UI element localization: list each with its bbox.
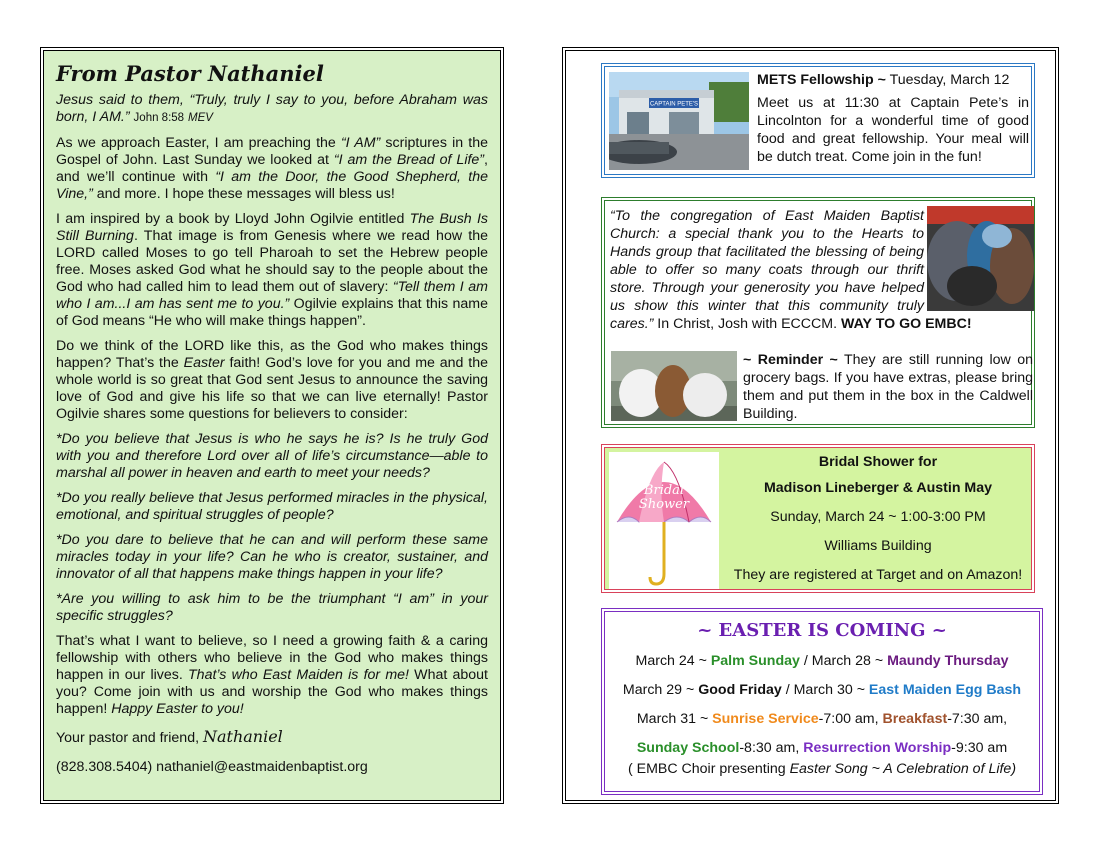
easter-row-2: March 29 ~ Good Friday / March 30 ~ East Maiden Egg Bash — [622, 682, 1022, 698]
contact-info: (828.308.5404) nathaniel@eastmaidenbaptist.org — [56, 759, 368, 775]
reminder-text: ~ Reminder ~ They are still running low on grocery bags. If you have extras, please bring them and put them in the box in the Caldwell Building. — [743, 352, 1033, 422]
paragraph-ogilvie-book: I am inspired by a book by Lloyd John Ogilvie entitled The Bush Is Still Burning. That image is from Genesis where we read how the LORD called Moses to go tell Pharoah to set the Hebrew people free. Moses asked God what he should say to the people about the God who had called him to lead them out of slavery: “Tell them I am who I am...I am has sent me to you.” Ogilvie explains that this name of God means “He who will make things happen”. — [56, 211, 488, 329]
shower-date: Sunday, March 24 ~ 1:00-3:00 PM — [770, 509, 986, 525]
easter-heading: ~ EASTER IS COMING ~ — [697, 620, 947, 641]
paragraph-easter-faith: Do we think of the LORD like this, as the God who makes things happen? That’s the Easter faith! God’s love for you and me and the whole world is so great that God sent Jesus to announce the saving love of God and give his life so that we can live eternally! Pastor Ogilvie shares some questions for believers to consider: — [56, 338, 488, 422]
shower-couple: Madison Lineberger & Austin May — [763, 480, 993, 496]
shower-location: Williams Building — [824, 538, 932, 554]
shower-title: Bridal Shower for — [818, 454, 938, 470]
easter-row-1: March 24 ~ Palm Sunday / March 28 ~ Maundy Thursday — [635, 653, 1009, 669]
news-panel — [562, 47, 1059, 804]
easter-row-4: Sunday School-8:30 am, Resurrection Worship-9:30 am — [636, 740, 1008, 756]
grocery-bags-photo — [611, 351, 737, 421]
easter-row-3: March 31 ~ Sunrise Service-7:00 am, Breakfast-7:30 am, — [636, 711, 1008, 727]
restaurant-sign-text: CAPTAIN PETE'S — [649, 101, 699, 108]
shower-registry: They are registered at Target and on Amazon! — [733, 567, 1023, 583]
question-3: *Do you dare to believe that he can and will perform these same miracles today in your life? Can he who is creator, sustainer, and innovator of all that happens make things happen in your life? — [56, 532, 488, 582]
question-4: *Are you willing to ask him to be the triumphant “I am” in your specific struggles? — [56, 591, 488, 624]
mets-heading: METS Fellowship ~ Tuesday, March 12 — [757, 72, 1010, 88]
question-2: *Do you really believe that Jesus performed miracles in the physical, emotional, and spiritual struggles of people? — [56, 490, 488, 523]
thanks-quote: “To the congregation of East Maiden Baptist Church: a special thank you to the Hearts to Hands group that facilitated the blessing of being able to offer so many coats through our thrift store. Through your generosity you have helped us show this winter that this community truly cares.” In Christ, Josh with ECCCM. WAY TO GO EMBC! — [610, 208, 972, 332]
umbrella-graphic — [609, 452, 719, 589]
easter-box — [601, 608, 1043, 795]
mets-body: Meet us at 11:30 at Captain Pete’s in Lincolnton for a wonderful time of good food and great fellowship. Your meal will be dutch treat. Come join in the fun! — [757, 95, 1029, 165]
pastor-letter-panel — [40, 47, 504, 804]
question-1: *Do you believe that Jesus is who he says he is? Is he truly God with you and therefore Lord over all of life’s circumstance—able to marshal all power in heaven and earth to meet your needs? — [56, 431, 488, 481]
mets-fellowship-box — [601, 63, 1035, 178]
pastor-title: From Pastor Nathaniel — [56, 61, 324, 86]
scripture-verse: Jesus said to them, “Truly, truly I say to you, before Abraham was born, I AM.” John 8:58 MEV — [56, 92, 488, 125]
umbrella-text-2: Shower — [638, 497, 690, 512]
thanks-box — [601, 197, 1035, 428]
bridal-shower-box — [601, 444, 1035, 593]
restaurant-photo — [609, 72, 749, 170]
paragraph-invitation: That’s what I want to believe, so I need a growing faith & a caring fellowship with others who believe in the God who makes things happen in our lives. That’s who East Maiden is for me! What about you? Come join with us and worship the God who makes things happen! Happy Easter to you! — [56, 633, 488, 717]
paragraph-i-am: As we approach Easter, I am preaching the “I AM” scriptures in the Gospel of John. Last Sunday we looked at “I am the Bread of Life”, and we’ll continue with “I am the Door, the Good Shepherd, the Vine,” and more. I hope these messages will bless us! — [56, 135, 488, 202]
easter-row-5: ( EMBC Choir presenting Easter Song ~ A Celebration of Life) — [627, 761, 1017, 777]
signature: Your pastor and friend, Nathaniel — [56, 727, 283, 746]
umbrella-text-1: Bridal — [643, 483, 685, 498]
